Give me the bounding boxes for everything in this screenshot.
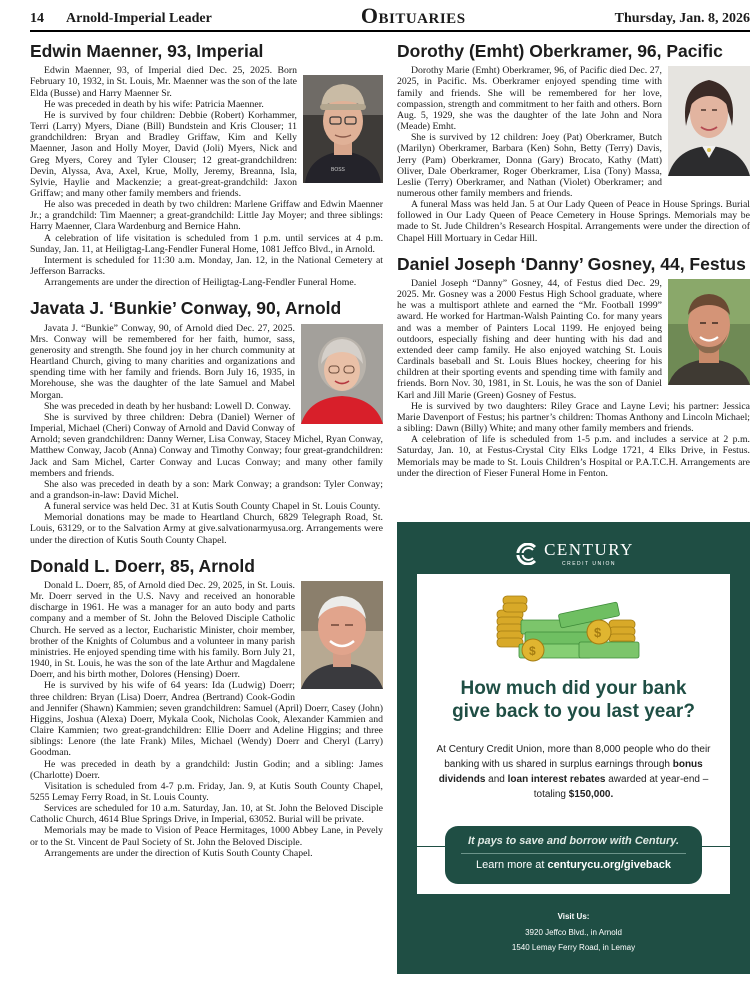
ad-visit-info <box>397 909 750 956</box>
obituary-paragraph: A celebration of life is scheduled from 1-5 p.m. and includes a service at 2 p.m. Saturday, Jan. 10, at Festus-Crystal City Elks Lodge 1721, 4 Elks Drive, in Festus. Memorials may be made to St. Louis Children’s Hospital or P.A.T.C.H. Arrangements are under the direction of Fieser Funeral Home in Fenton. <box>397 434 750 479</box>
ad-body-bold-1: bonus dividends <box>438 759 703 785</box>
portrait-photo-maenner <box>303 75 383 183</box>
obituary-paragraph: Services are scheduled for 10 a.m. Saturday, Jan. 10, at St. John the Beloved Disciple Catholic Church, 4614 Blue Springs Drive, in Imperial, 63052. Burial will be private. <box>30 803 383 826</box>
money-stack-icon <box>489 580 659 674</box>
visit-title: Visit Us: <box>557 912 590 921</box>
masthead-left <box>30 11 212 27</box>
ad-body-bold-2: loan interest rebates <box>507 774 606 785</box>
obituary-paragraph: A funeral Mass was held Jan. 5 at Our Lady Queen of Peace in House Springs. Burial followed in Our Lady Queen of Peace Cemetery in House Springs. Memorials may be made to St. Jude Children’s Research Hospital. Arrangements were under the direction of Chapel Hill Mortuary in Cedar Hill. <box>397 199 750 244</box>
obituary-title: Edwin Maenner, 93, Imperial <box>30 41 264 61</box>
obituary-paragraph: Interment is scheduled for 11:30 a.m. Monday, Jan. 12, in the National Cemetery at Jefferson Barracks. <box>30 254 383 278</box>
obituary-paragraph: She also was preceded in death by a son: Mark Conway; a grandson: Tyler Conway; and a grandson-in-law: David Michel. <box>30 478 383 501</box>
left-column <box>30 40 383 868</box>
svg-text:$: $ <box>594 625 602 640</box>
portrait-photo-doerr <box>301 581 383 689</box>
svg-text:BOSS: BOSS <box>331 167 345 174</box>
learn-more-prefix: Learn more at <box>475 859 548 871</box>
century-logo-icon <box>513 543 537 565</box>
ad-body-part-1: At Century Credit Union, more than 8,000 people who do their banking with us shared in surplus earnings through <box>436 744 711 770</box>
obituary-title: Donald L. Doerr, 85, Arnold <box>30 555 255 576</box>
ad-body-part-2: and <box>485 774 508 785</box>
obituary-paragraph: Arrangements are under the direction of Kutis South County Chapel. <box>44 847 313 859</box>
obituary-paragraph: He is survived by four children: Debbie (Robert) Korhammer, Terri (Larry) Myers, Diane (Bill) Bundstein and Kris Clouser; 11 grandchildren: Bryan and Bradley Griffaw, Kim and Kelly Maenner, Jason and Holly Moyer, David (Joli) Myers, Nick and Greg Myers, Corey and Tyler Clouser; 12 great-grandchildren: Devin, Alyssa, Ava, Axel, Krue, Molly, Jeremy, Breanna, Isla, Sylvie, Haylie and Mackenzie; a great-great-grandchild: Jaxon Griffaw; and many other family members and friends. <box>30 109 297 199</box>
century-logo <box>397 540 750 567</box>
ad-headline-line-2: give back to you last year? <box>452 701 695 723</box>
obituary-title: Dorothy (Emht) Oberkramer, 96, Pacific <box>397 41 723 61</box>
obituary-paragraph: Memorials may be made to Vision of Peace Hermitages, 1000 Abbey Lane, in Pevely or to the St. Vincent de Paul Society of St. John the Beloved Disciple. <box>30 825 383 848</box>
obituary-paragraph: He was preceded in death by a grandchild: Justin Godin; and a sibling: James (Charlotte) Doerr. <box>30 758 383 781</box>
logo-subtitle: CREDIT UNION <box>561 561 617 567</box>
obituary-maenner <box>30 40 383 288</box>
obituary-gosney <box>397 253 750 479</box>
obituary-paragraph: She is survived by 12 children: Joey (Pat) Oberkramer, Butch (Marilyn) Oberkramer, Barbara (Ken) Sohn, Betty (Terry) Davis, Jerry (Pam) Oberkramer, Donna (Gary) Brocato, Kathy (Matt) Oliver, Dale Oberkramer, Roger Oberkramer, Lisa (Tony) Massa, Leslie (Terry) Oberkramer, and Nathan (Violet) Oberkramer; and numerous other family members and friends. <box>397 132 662 199</box>
portrait-photo-oberkramer <box>668 66 750 176</box>
obituary-paragraph: Javata J. “Bunkie” Conway, 90, of Arnold died Dec. 27, 2025. Mrs. Conway will be remembered for her faith, humor, sass, generosity and strength. She found joy in her church community at Heartland Church, giving to many charities and organizations and spending time with her family and friends. Born July 16, 1935, in Morehouse, she was the daughter of the late Samuel and Mabel Morgan. <box>30 322 295 401</box>
obituary-paragraph: Donald L. Doerr, 85, of Arnold died Dec. 29, 2025, in St. Louis. Mr. Doerr served in the U.S. Navy and received an honorable discharge in 1961. He was a manager for an auto body and parts company and a member of St. John the Beloved Disciple Catholic Church. He served as a lector, Eucharistic Minister, choir member, brother of the Knights of Columbus and a volunteer in many parish ministries. He enjoyed spending time with his family. Born July 21, 1940, in St. Louis, he was the son of the late Arthur and Magdalene Doerr, and his birth mother, Dolores (Hensing) Doerr. <box>30 580 295 681</box>
obituary-oberkramer <box>397 40 750 244</box>
page-masthead <box>30 3 750 32</box>
obituary-conway <box>30 297 383 545</box>
newspaper-name: Arnold-Imperial Leader <box>66 11 212 26</box>
visit-address-lemay: 1540 Lemay Ferry Road, in Lemay <box>511 943 636 953</box>
ad-cta-box[interactable] <box>445 826 702 884</box>
obituary-title: Daniel Joseph ‘Danny’ Gosney, 44, Festus <box>397 253 746 274</box>
obituary-paragraph: He is survived by two daughters: Riley Grace and Layne Levi; his partner: Jessica Marie Davenport of Festus; his partner’s children: Thomas Anthony and Lincoln Michael; a sibling: Dawn (Billy) White; and many other family members and friends. <box>397 400 750 435</box>
obituary-doerr <box>30 555 383 859</box>
obituary-paragraph: A funeral service was held Dec. 31 at Kutis South County Chapel in St. Louis County. <box>44 501 381 513</box>
obituary-paragraph: Memorial donations may be made to Heartland Church, 6829 Telegraph Road, St. Louis, 63129, or to the Salvation Army at give.salvationarmyusa.org. Arrangements were under the direction of Kutis South County Chapel. <box>30 512 383 546</box>
ad-body-bold-3: $150,000. <box>568 789 614 800</box>
portrait-photo-conway <box>301 324 383 424</box>
ad-tagline: It pays to save and borrow with Century. <box>467 835 680 847</box>
logo-name: CENTURY <box>544 540 634 559</box>
obituary-paragraph: Daniel Joseph “Danny” Gosney, 44, of Festus died Dec. 29, 2025. Mr. Gosney was a 2000 Festus High School graduate, where he was a multisport athlete and earned the “Mr. Football 1999” award. He worked for Hartman-Walsh Painting Co. for many years and was a member of Painters Local 1199. He enjoyed being outdoors, especially fishing and deer hunting with his dad and extended deer camp family. He also enjoyed watching St. Louis Cardinals baseball and St. Louis Blues hockey, cheering for his children at their sporting events and spending time with family and friends. Born Nov. 30, 1981, in St. Louis, he was the son of Daniel Karl and Jill Marie (Green) Gosney of Festus. <box>397 278 662 401</box>
obituary-paragraph: She is survived by three children: Debra (Daniel) Werner of Imperial, Michael (Cheri) Conway of Arnold and David Conway of Arnold; seven grandchildren: Danny Werner, Lisa Conway, Stacey Michel, Ryan Conway, Matthew Conway, Jacob (Anna) Conway and Timothy Conway; four great-grandchildren: Jack and Sam Michel, Carter Conway and Lucas Conway; and many other family members and friends. <box>30 411 383 479</box>
svg-text:$: $ <box>529 644 536 658</box>
obituary-title: Javata J. ‘Bunkie’ Conway, 90, Arnold <box>30 298 342 319</box>
obituary-paragraph: He also was preceded in death by two children: Marlene Griffaw and Edwin Maenner Jr.; a grandchild: Tim Maenner; a great-grandchild: Little Jay Moyer; and three siblings: Harry Maenner, Clara Wardenburg and Bernice Hahn. <box>30 199 383 233</box>
obituary-paragraph: Dorothy Marie (Emht) Oberkramer, 96, of Pacific died Dec. 27, 2025, in Pacific. Ms. Oberkramer enjoyed spending time with family and friends. She will be remembered for her love, compassion, strength and commitment to her faith and others. Born Aug. 5, 1929, she was the daughter of the late John and Nora (Meade) Emht. <box>397 65 662 133</box>
obituary-paragraph: Arrangements are under the direction of Heiligtag-Lang-Fendler Funeral Home. <box>44 277 357 289</box>
obituary-paragraph: A celebration of life visitation is scheduled from 1 p.m. until services at 4 p.m. Sunday, Jan. 11, at Heiligtag-Lang-Fendler Funeral Home, 1081 Jeffco Blvd., in Arnold. <box>30 232 383 255</box>
ad-body-part-3: awarded at year-end – totaling <box>533 774 709 800</box>
issue-date: Thursday, Jan. 8, 2026 <box>614 11 750 26</box>
learn-more-link[interactable]: centurycu.org/giveback <box>547 859 672 871</box>
ad-divider <box>461 853 686 854</box>
section-title: Obituaries <box>360 3 466 28</box>
ad-body-text <box>431 742 716 802</box>
portrait-photo-gosney <box>668 279 750 385</box>
obituary-paragraph: He was preceded in death by his wife: Patricia Maenner. <box>44 98 264 110</box>
ad-learn-more <box>445 859 702 871</box>
century-credit-union-ad[interactable] <box>397 522 750 974</box>
ad-headline-line-1: How much did your bank <box>460 678 687 699</box>
obituary-paragraph: Edwin Maenner, 93, of Imperial died Dec. 25, 2025. Born February 10, 1932, in St. Louis, Mr. Maenner was the son of the late Elda (Busse) and Harry Maenner Sr. <box>30 65 297 99</box>
right-column <box>397 40 750 488</box>
ad-card <box>417 574 730 894</box>
obituary-paragraph: She was preceded in death by her husband: Lowell D. Conway. <box>44 400 291 412</box>
obituary-paragraph: Visitation is scheduled from 4-7 p.m. Friday, Jan. 9, at Kutis South County Chapel, 5255 Lemay Ferry Road, in St. Louis County. <box>30 780 383 803</box>
visit-address-arnold: 3920 Jeffco Blvd., in Arnold <box>525 927 622 937</box>
obituary-paragraph: He is survived by his wife of 64 years: Ida (Ludwig) Doerr; three children: Bryan (Lisa) Doerr, Andrea (Bertrand) Cook-Godin and Jennifer (Shawn) Kammien; seven grandchildren: Samuel (April) Doerr, Casey (John) Higgins, Joshua (Alexa) Doerr, Mykala Cook, Nicholas Cook, Alexander Kammien and Claire Kammien; two great-grandchildren: Ellie Doerr and Adeline Higgins; and three siblings: Lenore (the late Frank) Miles, Michael (Wendy) Doerr and Cheryl (Larry) Goodman. <box>30 680 383 759</box>
page-number: 14 <box>30 11 44 26</box>
